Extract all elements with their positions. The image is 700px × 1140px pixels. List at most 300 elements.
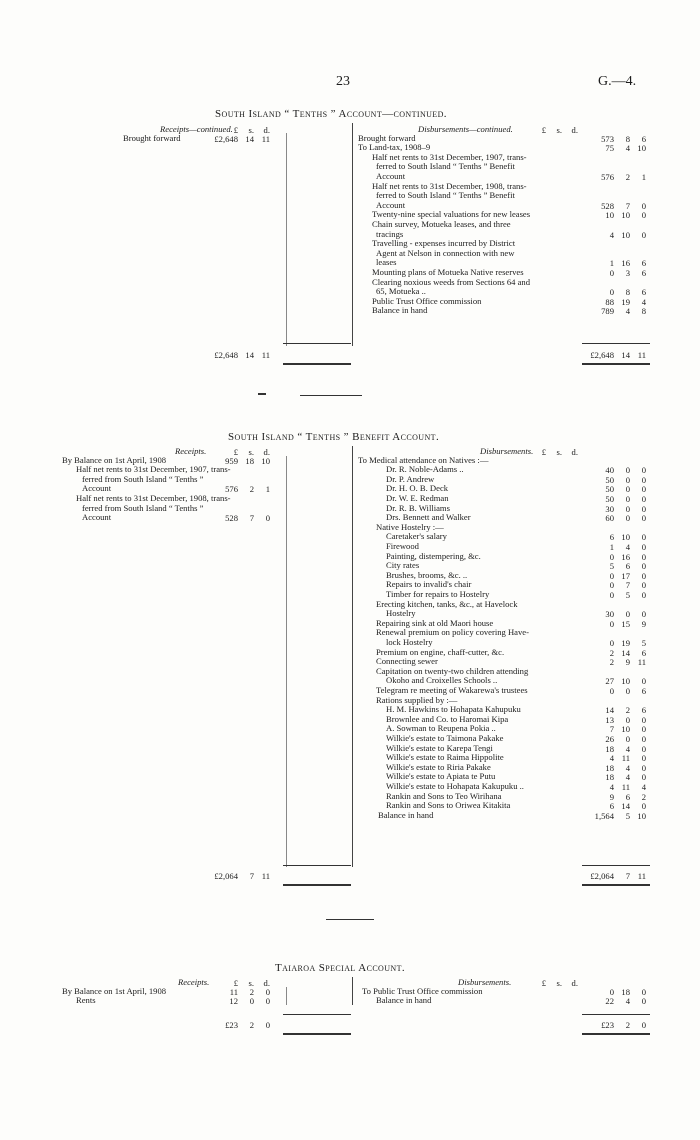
section-title: South Island “ Tenths ” Account—continued. [215, 108, 447, 120]
separator-mark [258, 393, 266, 395]
disbursement-amount [566, 504, 646, 514]
receipts-total-amount-shillings: 2 [249, 1020, 254, 1030]
disbursement-amount [566, 306, 646, 316]
receipt-amount-pence: 0 [265, 513, 270, 524]
disbursement-amount-pence: 0 [641, 465, 646, 476]
receipt-label: Half net rents to 31st December, 1908, trans- [76, 493, 231, 503]
disbursement-label: leases [376, 257, 397, 268]
receipt-amount-pence: 0 [265, 996, 270, 1007]
disbursement-amount-shillings: 2 [625, 172, 630, 182]
disbursement-amount-pounds: 576 [601, 172, 614, 182]
total-rule [283, 865, 351, 866]
disbursements-total-amount-pounds: £2,064 [590, 871, 614, 881]
disbursement-amount-pence: 11 [637, 657, 646, 668]
disbursement-label: Half net rents to 31st December, 1908, trans- [372, 180, 527, 191]
disbursement-amount-pounds: 0 [609, 570, 614, 581]
disbursement-amount [566, 705, 646, 715]
disbursement-amount-pence: 0 [641, 590, 646, 600]
receipt-label: ferred from South Island “ Tenths ” [82, 473, 204, 484]
disbursement-label: Drs. Bennett and Walker [386, 512, 471, 523]
receipts-total-amount-pounds: £2,064 [214, 871, 238, 881]
disbursement-amount-shillings: 4 [625, 743, 630, 754]
receipts-heading: Receipts—continued. [160, 124, 233, 134]
disbursement-amount-pounds: 0 [609, 686, 614, 696]
disbursement-amount-pounds: 0 [609, 287, 614, 298]
currency-head: £ [233, 447, 238, 457]
disbursement-amount-pence: 0 [641, 676, 646, 687]
disbursements-total-amount [566, 1020, 646, 1030]
receipts-total-amount-pence: 11 [261, 871, 270, 881]
receipt-label: By Balance on 1st April, 1908 [62, 985, 167, 996]
disbursement-amount-pence: 6 [641, 268, 646, 278]
disbursement-amount-pounds: 50 [605, 484, 614, 495]
disbursement-label: Public Trust Office commission [372, 295, 482, 306]
disbursement-amount-pounds: 0 [609, 268, 614, 278]
disbursement-amount-pence: 0 [641, 743, 646, 754]
receipt-amount-pence: 10 [261, 455, 270, 466]
disbursement-amount [566, 297, 646, 307]
disbursement-label: A. Sowman to Reupena Pokia .. [386, 723, 496, 734]
disbursement-amount-shillings: 4 [625, 772, 630, 783]
amount-divider [286, 987, 287, 1005]
currency-head: s. [248, 978, 254, 988]
receipt-label: Brought forward [123, 132, 181, 143]
disbursement-label: Wilkie's estate to Karepa Tengi [386, 742, 493, 753]
disbursement-label: Dr. H. O. B. Deck [386, 483, 449, 494]
total-double-rule [283, 884, 351, 886]
disbursement-amount-pounds: 18 [605, 772, 614, 783]
disbursement-amount [566, 811, 646, 821]
disbursement-amount-pence: 6 [641, 287, 646, 298]
disbursement-label: Rankin and Sons to Oriwea Kitakita [386, 800, 511, 811]
receipts-total-amount-pence: 0 [265, 1020, 270, 1030]
disbursements-total-amount-pence: 11 [637, 871, 646, 881]
disbursement-amount-pounds: 4 [609, 229, 614, 240]
disbursement-amount-pence: 0 [641, 503, 646, 514]
disbursement-amount [566, 561, 646, 571]
receipts-total-amount-shillings: 7 [249, 871, 254, 881]
column-divider [352, 123, 353, 346]
disbursement-amount-pounds: 0 [609, 986, 614, 997]
disbursement-label: Premium on engine, chaff-cutter, &c. [376, 646, 505, 657]
disbursements-total-amount-pounds: £23 [601, 1020, 614, 1030]
disbursement-amount [566, 571, 646, 581]
receipt-amount-pence: 1 [265, 484, 270, 495]
disbursement-label: Balance in hand [378, 809, 434, 820]
receipt-amount-shillings: 7 [249, 513, 254, 524]
disbursement-amount-pounds: 60 [605, 513, 614, 524]
disbursement-amount-shillings: 16 [621, 258, 630, 269]
disbursement-amount-pence: 0 [641, 986, 646, 997]
disbursement-amount-pounds: 10 [605, 210, 614, 221]
disbursement-label: Balance in hand [376, 995, 432, 1006]
total-double-rule [283, 1033, 351, 1035]
disbursements-heading: Disbursements. [480, 446, 534, 456]
disbursement-amount [566, 494, 646, 504]
disbursement-amount-pounds: 4 [609, 753, 614, 764]
disbursement-label: Dr. P. Andrew [386, 473, 435, 484]
currency-head: s. [556, 125, 562, 135]
disbursement-amount-pounds: 18 [605, 762, 614, 773]
disbursement-amount-shillings: 6 [625, 791, 630, 802]
disbursements-total-amount-pence: 11 [637, 350, 646, 360]
disbursement-amount-shillings: 4 [625, 306, 630, 317]
receipts-total-amount-pence: 11 [261, 350, 270, 360]
disbursement-amount-pence: 6 [641, 258, 646, 269]
receipt-label: Half net rents to 31st December, 1907, trans- [76, 464, 231, 475]
disbursement-amount-pence: 0 [641, 580, 646, 591]
total-rule [283, 1014, 351, 1015]
disbursement-amount-pounds: 2 [609, 647, 614, 658]
receipt-amount-shillings: 14 [245, 133, 254, 144]
disbursement-amount [566, 258, 646, 268]
disbursement-amount-pence: 0 [641, 532, 646, 543]
disbursement-amount [566, 143, 646, 153]
disbursements-total-amount [566, 871, 646, 881]
disbursement-amount-pence: 10 [637, 143, 646, 154]
disbursement-amount-shillings: 4 [625, 762, 630, 773]
disbursement-label: Capitation on twenty-two children attending [376, 665, 529, 676]
disbursements-heading: Disbursements—continued. [418, 124, 513, 134]
receipt-amount [190, 996, 270, 1006]
disbursement-label: Dr. W. E. Redman [386, 493, 449, 503]
receipts-total-amount [190, 1020, 270, 1030]
receipt-amount-pounds: 528 [225, 513, 238, 524]
receipt-label: ferred from South Island “ Tenths ” [82, 502, 204, 513]
currency-head: £ [541, 978, 546, 988]
disbursement-amount-pence: 0 [641, 996, 646, 1007]
currency-head: s. [556, 978, 562, 988]
disbursement-amount [566, 686, 646, 696]
disbursement-amount-shillings: 0 [625, 513, 630, 524]
currency-head: d. [263, 125, 270, 135]
disbursement-amount-pounds: 50 [605, 494, 614, 504]
disbursement-amount [566, 268, 646, 278]
disbursement-amount-shillings: 6 [625, 561, 630, 572]
disbursement-label: Native Hostelry :— [376, 521, 444, 532]
disbursement-amount-shillings: 5 [625, 810, 630, 821]
receipt-amount-pounds: 12 [229, 996, 238, 1007]
disbursement-amount-shillings: 3 [625, 268, 630, 278]
currency-head: d. [571, 978, 578, 988]
receipts-total-amount-pounds: £2,648 [214, 350, 238, 360]
disbursement-amount-shillings: 0 [625, 484, 630, 495]
disbursement-amount-pence: 2 [641, 791, 646, 802]
disbursement-amount-pounds: 7 [609, 724, 614, 735]
disbursement-amount-pence: 0 [641, 801, 646, 812]
total-rule [582, 865, 650, 866]
receipt-amount-shillings: 2 [249, 986, 254, 997]
receipts-heading: Receipts. [178, 977, 210, 987]
disbursement-amount-pounds: 0 [609, 580, 614, 591]
disbursement-amount-shillings: 0 [625, 734, 630, 744]
disbursement-amount-pounds: 18 [605, 743, 614, 754]
disbursement-amount-shillings: 15 [621, 618, 630, 629]
disbursement-amount-pounds: 30 [605, 609, 614, 620]
disbursement-amount-shillings: 0 [625, 714, 630, 725]
disbursement-amount [566, 792, 646, 802]
disbursement-amount-pounds: 6 [609, 532, 614, 543]
receipts-total-amount-pounds: £23 [225, 1020, 238, 1030]
disbursement-amount-pounds: 30 [605, 503, 614, 514]
disbursement-label: Wilkie's estate to Apiata te Putu [386, 771, 496, 782]
disbursements-total-amount-pounds: £2,648 [590, 350, 614, 360]
disbursement-amount [566, 134, 646, 144]
disbursement-amount [566, 475, 646, 485]
disbursement-amount-pence: 0 [641, 714, 646, 725]
disbursement-amount [566, 172, 646, 182]
disbursement-label: To Medical attendance on Natives :— [358, 454, 489, 465]
disbursement-amount-pence: 0 [641, 200, 646, 211]
disbursement-amount-shillings: 0 [625, 503, 630, 514]
disbursement-amount-shillings: 4 [625, 542, 630, 552]
disbursement-label: ferred to South Island “ Tenths ” Benefit [376, 161, 515, 172]
disbursement-amount-pence: 0 [641, 210, 646, 221]
disbursements-total-amount [566, 350, 646, 360]
disbursement-label: Brushes, brooms, &c. .. [386, 569, 468, 580]
disbursement-label: Hostelry [386, 608, 416, 619]
disbursement-label: Repairing sink at old Maori house [376, 617, 494, 628]
disbursement-amount-shillings: 0 [625, 465, 630, 476]
disbursement-amount [566, 532, 646, 542]
disbursement-amount [566, 648, 646, 658]
disbursement-amount-shillings: 17 [621, 570, 630, 581]
disbursement-amount-pence: 8 [641, 306, 646, 317]
disbursement-label: Agent at Nelson in connection with new [376, 247, 515, 258]
disbursement-amount-shillings: 8 [625, 133, 630, 144]
disbursement-label: Rations supplied by :— [376, 694, 458, 705]
disbursement-amount-shillings: 10 [621, 229, 630, 240]
disbursement-amount-shillings: 10 [621, 676, 630, 687]
currency-head: s. [556, 447, 562, 457]
disbursement-amount-pence: 0 [641, 734, 646, 744]
disbursement-label: To Public Trust Office commission [362, 985, 483, 996]
receipts-total-amount [190, 350, 270, 360]
disbursement-amount-shillings: 14 [621, 801, 630, 812]
disbursement-label: Firewood [386, 541, 419, 551]
receipt-amount [190, 513, 270, 523]
disbursement-label: Account [376, 199, 406, 210]
disbursement-amount-shillings: 11 [621, 753, 630, 764]
disbursement-amount [566, 744, 646, 754]
disbursement-label: Renewal premium on policy covering Have- [376, 627, 529, 638]
disbursement-label: Erecting kitchen, tanks, &c., at Havelock [376, 598, 518, 609]
section-title: Taiaroa Special Account. [275, 962, 406, 974]
amount-divider [286, 133, 287, 346]
receipt-amount-pounds: £2,648 [214, 133, 238, 144]
disbursement-amount-pounds: 26 [605, 734, 614, 744]
receipt-label: Account [82, 512, 112, 523]
disbursement-amount [566, 230, 646, 240]
disbursement-label: Painting, distempering, &c. [386, 550, 481, 561]
disbursement-label: Balance in hand [372, 305, 428, 316]
disbursement-label: To Land-tax, 1908–9 [358, 142, 431, 153]
disbursement-amount [566, 801, 646, 811]
receipt-amount-pence: 0 [265, 986, 270, 997]
receipt-amount-shillings: 18 [245, 455, 254, 466]
disbursement-amount-pounds: 22 [605, 996, 614, 1007]
column-divider [352, 446, 353, 867]
receipt-amount-pounds: 11 [229, 986, 238, 997]
disbursements-currency-heads [498, 447, 578, 457]
disbursement-label: Chain survey, Motueka leases, and three [372, 219, 511, 229]
disbursement-label: Wilkie's estate to Hohapata Kakupuku .. [386, 781, 524, 791]
disbursement-amount-pounds: 0 [609, 618, 614, 629]
disbursement-amount-shillings: 7 [625, 580, 630, 591]
total-double-rule [582, 363, 650, 365]
disbursement-amount [566, 772, 646, 782]
disbursements-heading: Disbursements. [458, 977, 512, 987]
currency-head: d. [263, 978, 270, 988]
disbursements-total-amount-shillings: 2 [625, 1020, 630, 1030]
disbursement-amount-pence: 0 [641, 229, 646, 240]
disbursement-amount [566, 676, 646, 686]
disbursement-amount-shillings: 16 [621, 551, 630, 562]
disbursement-amount [566, 782, 646, 792]
disbursement-label: lock Hostelry [386, 637, 433, 647]
disbursement-amount [566, 638, 646, 648]
disbursement-amount [566, 201, 646, 211]
disbursement-amount [566, 987, 646, 997]
disbursement-amount-pounds: 75 [605, 143, 614, 154]
disbursement-amount-pounds: 14 [605, 705, 614, 716]
currency-head: d. [571, 447, 578, 457]
receipts-total-amount-shillings: 14 [245, 350, 254, 360]
disbursement-amount-shillings: 2 [625, 705, 630, 716]
disbursement-label: Wilkie's estate to Raima Hippolite [386, 752, 504, 763]
disbursement-amount-pence: 0 [641, 753, 646, 764]
disbursement-amount-pence: 6 [641, 705, 646, 716]
disbursement-label: Clearing noxious weeds from Sections 64 and [372, 276, 531, 287]
disbursement-amount-shillings: 14 [621, 647, 630, 658]
receipt-amount-pence: 11 [261, 133, 270, 144]
disbursement-label: Wilkie's estate to Riria Pakake [386, 761, 491, 772]
disbursement-amount [566, 590, 646, 600]
disbursement-amount-pence: 0 [641, 542, 646, 552]
disbursement-amount-pounds: 5 [609, 561, 614, 572]
currency-head: £ [541, 125, 546, 135]
disbursement-label: Account [376, 171, 406, 181]
receipt-amount-pounds: 959 [225, 455, 238, 466]
disbursement-label: Mounting plans of Motueka Native reserves [372, 267, 524, 277]
currency-head: d. [263, 447, 270, 457]
receipt-label: Rents [76, 995, 96, 1006]
disbursement-amount-pence: 0 [641, 762, 646, 773]
receipt-amount [190, 987, 270, 997]
disbursement-amount-shillings: 4 [625, 143, 630, 154]
disbursement-amount [566, 724, 646, 734]
total-rule [283, 343, 351, 344]
disbursement-amount-shillings: 0 [625, 686, 630, 696]
disbursement-label: Travelling - expenses incurred by District [372, 238, 516, 249]
disbursement-label: City rates [386, 560, 420, 571]
disbursement-amount-pence: 0 [641, 494, 646, 504]
disbursement-amount-pounds: 1 [609, 542, 614, 552]
disbursement-amount [566, 552, 646, 562]
disbursement-amount-pence: 0 [641, 484, 646, 495]
disbursement-amount-pounds: 0 [609, 551, 614, 562]
disbursement-label: Rankin and Sons to Teo Wirihana [386, 790, 502, 801]
page-reference: G.—4. [598, 74, 637, 89]
disbursement-amount-pence: 9 [641, 618, 646, 629]
disbursement-amount [566, 734, 646, 744]
disbursement-label: Brought forward [358, 132, 416, 143]
disbursement-amount-shillings: 4 [625, 996, 630, 1007]
disbursement-amount [566, 715, 646, 725]
disbursement-label: Okoho and Croixelles Schools .. [386, 675, 498, 686]
disbursement-amount-pounds: 789 [601, 306, 614, 317]
currency-head: s. [248, 125, 254, 135]
disbursement-amount [566, 465, 646, 475]
disbursement-amount-pence: 1 [641, 172, 646, 182]
disbursement-label: Timber for repairs to Hostelry [386, 589, 490, 599]
section-separator [326, 919, 374, 920]
disbursement-amount-pounds: 4 [609, 782, 614, 792]
disbursement-amount-pounds: 27 [605, 676, 614, 687]
currency-head: £ [541, 447, 546, 457]
total-rule [582, 1014, 650, 1015]
disbursement-amount-shillings: 11 [621, 782, 630, 792]
disbursement-amount-pence: 0 [641, 561, 646, 572]
currency-head: £ [233, 125, 238, 135]
disbursement-label: Dr. R. Noble-Adams .. [386, 464, 464, 475]
disbursement-label: H. M. Hawkins to Hohapata Kahupuku [386, 704, 521, 715]
receipt-amount [190, 134, 270, 144]
disbursement-amount [566, 287, 646, 297]
disbursement-amount [566, 996, 646, 1006]
page-number: 23 [336, 74, 350, 89]
total-rule [582, 343, 650, 344]
disbursement-amount-pounds: 9 [609, 791, 614, 802]
disbursement-amount-pence: 0 [641, 474, 646, 485]
disbursement-label: ferred to South Island “ Tenths ” Benefit [376, 190, 515, 201]
disbursement-label: Wilkie's estate to Taimona Pakake [386, 733, 504, 743]
disbursement-amount-shillings: 0 [625, 474, 630, 485]
disbursement-amount-shillings: 10 [621, 210, 630, 221]
disbursement-amount [566, 513, 646, 523]
disbursement-amount-shillings: 10 [621, 724, 630, 735]
disbursement-amount-pence: 6 [641, 686, 646, 696]
disbursement-label: tracings [376, 228, 404, 239]
total-double-rule [582, 1033, 650, 1035]
receipt-amount-pounds: 576 [225, 484, 238, 495]
disbursement-amount-pence: 10 [637, 810, 646, 821]
disbursement-amount-pounds: 40 [605, 465, 614, 476]
disbursement-amount-shillings: 18 [621, 986, 630, 997]
disbursement-label: Twenty-nine special valuations for new leases [372, 209, 531, 220]
currency-head: d. [571, 125, 578, 135]
disbursement-amount-pence: 0 [641, 551, 646, 562]
disbursement-amount-pounds: 528 [601, 200, 614, 211]
currency-head: s. [248, 447, 254, 457]
disbursement-amount-pounds: 573 [601, 133, 614, 144]
disbursement-amount [566, 580, 646, 590]
disbursements-total-amount-pence: 0 [641, 1020, 646, 1030]
receipts-total-amount [190, 871, 270, 881]
disbursement-amount-pence: 4 [641, 782, 646, 792]
disbursement-amount-shillings: 0 [625, 609, 630, 620]
disbursements-total-amount-shillings: 7 [625, 871, 630, 881]
disbursement-amount-pounds: 0 [609, 638, 614, 648]
total-double-rule [283, 363, 351, 365]
disbursement-amount-pounds: 1,564 [594, 810, 614, 821]
disbursement-amount-pence: 4 [641, 296, 646, 307]
section-title: South Island “ Tenths ” Benefit Account. [228, 431, 440, 443]
disbursement-label: Repairs to invalid's chair [386, 579, 472, 590]
disbursement-amount [566, 753, 646, 763]
disbursement-amount [566, 657, 646, 667]
receipts-heading: Receipts. [175, 446, 207, 456]
